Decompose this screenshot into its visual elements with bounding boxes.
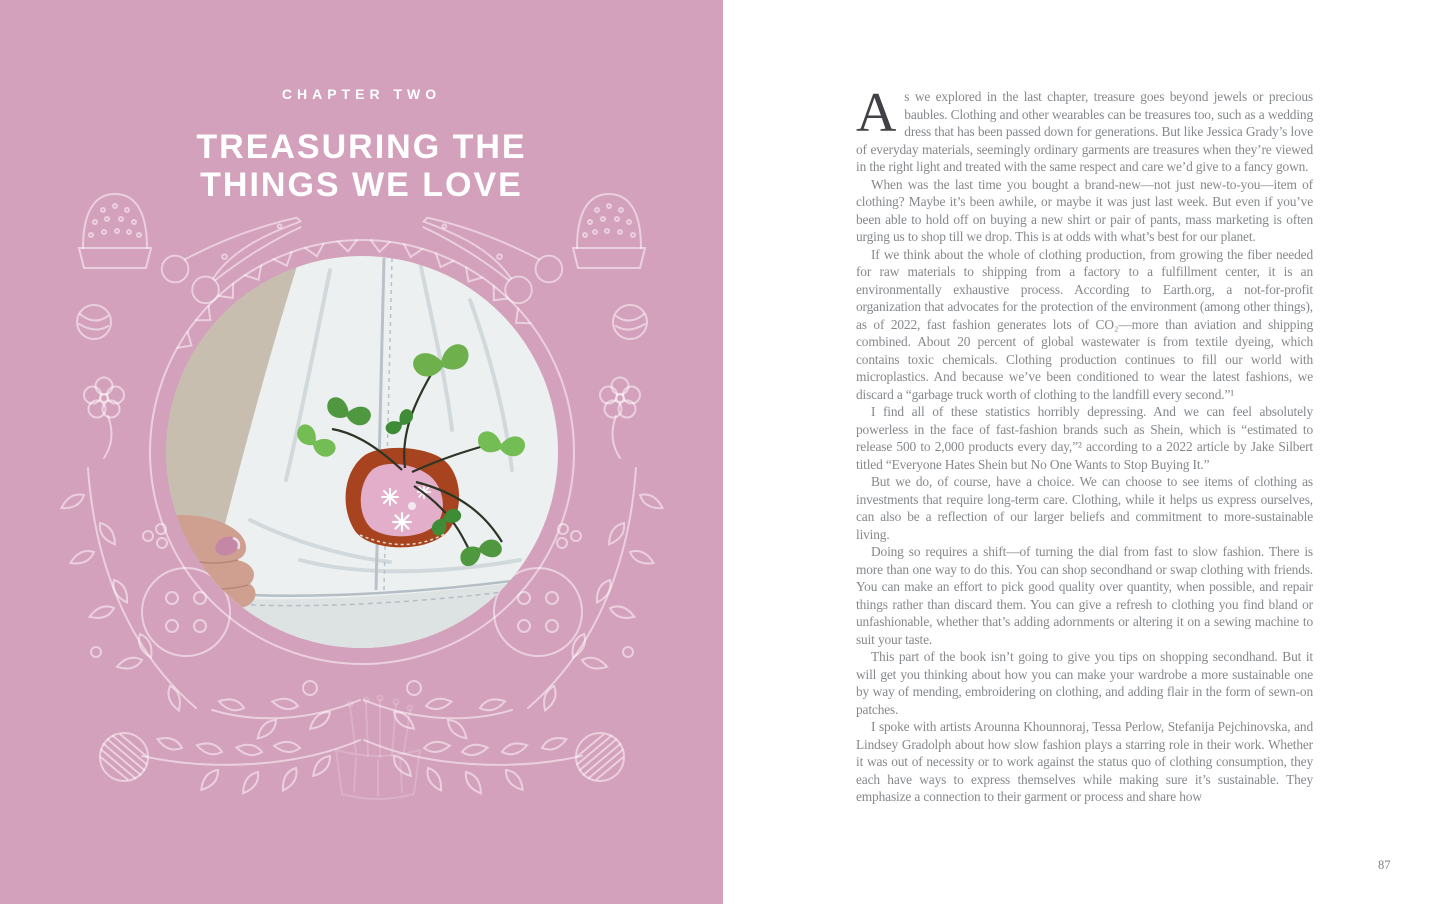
yarn-ball-icon xyxy=(77,305,111,339)
body-text-page xyxy=(723,0,1445,904)
page-number: 87 xyxy=(1378,858,1391,872)
drop-cap: A xyxy=(856,82,897,144)
flower-icon xyxy=(84,378,124,459)
body-paragraph-8: I spoke with artists Arounna Khounnoraj, Tessa Perlow, Stefanija Pejchinovska, and Lindsey Gradolph about how slow fashion plays a starring role in their work. Whether it was out of necessity or to work against the status quo of clothing consumption, they each have ways to express themselves while making sure it’s sustainable. They emphasize a connection to their garment or process and share how xyxy=(856,719,1313,804)
laurel-garland-icon xyxy=(142,696,360,796)
body-paragraph-7: This part of the book isn’t going to give you tips on shopping secondhand. But it will get you thinking about how you can make your wardrobe a more sustainable one by way of mending, embroidering on clothing, and adding flair in the form of sewn-on patches. xyxy=(856,649,1313,717)
chapter-title xyxy=(0,128,723,204)
chapter-kicker: CHAPTER TWO xyxy=(281,86,442,102)
chapter-title-line2: THINGS WE LOVE xyxy=(200,166,523,204)
body-paragraph-3: If we think about the whole of clothing production, from growing the fiber needed for raw materials to shipping from a factory to a fulfillment center, it is an environmentally exhaustive process. According to Earth.org, a not-for-profit organization that advocates for the protection of the environment (among other things), as of 2022, fast fashion generates lots of CO₂—more than aviation and shipping combined. About 20 percent of global wastewater is from textile dyeing, which contains toxic chemicals. Clothing production continues to fill our world with microplastics. And because we’ve been conditioned to wear the latest fashions, we discard a “garbage truck worth of clothing to the landfill every second.”¹ xyxy=(856,246,1313,402)
embroidered-denim-photo xyxy=(160,250,564,654)
chapter-title-line1: TREASURING THE xyxy=(196,128,527,166)
body-paragraph-4: I find all of these statistics horribly depressing. And we can feel absolutely powerless in the face of fast-fashion brands such as Shein, which is “estimated to release 500 to 2,000 products every day,”² according to a 2022 article by Jake Silbert titled “Everyone Hates Shein but No One Wants to Stop Buying It.” xyxy=(856,404,1313,472)
body-text-column xyxy=(856,82,1313,806)
body-paragraph-5: But we do, of course, have a choice. We can choose to see items of clothing as investments that require long-term care. Clothing, while it helps us express ourselves, can also be a reflection of our larger beliefs and commitment to more-sustainable living. xyxy=(856,474,1313,542)
body-paragraph-1: As we explored in the last chapter, treasure goes beyond jewels or precious baubles. Clothing and other wearables can be treasures too, such as a wedding dress that has been passed down for generations. But like Jessica Grady’s love of everyday materials, seemingly ordinary garments are treasures when they’re viewed in the right light and treated with the same respect and care we’d give to a fancy gown. xyxy=(856,82,1313,174)
thimble-icon xyxy=(79,194,151,268)
pincushion-icon xyxy=(336,696,420,800)
body-paragraph-2: When was the last time you bought a brand-new—not just new-to-you—item of clothing? Maybe it’s been awhile, or maybe it was just last week. But even if you’ve been able to hold off on buying a new shirt or pair of pants, mass marketing is often urging us to shop till we drop. This is at odds with what’s best for our planet. xyxy=(856,176,1313,244)
body-paragraph-6: Doing so requires a shift—of turning the dial from fast to slow fashion. There is more than one way to do this. You can shop secondhand or swap clothing with friends. You can make an effort to pick good quality over quantity, when possible, and repair things rather than discard them. You can give a refresh to clothing you find bland or unfashionable, whether that’s adding adornments or altering it on a sewing machine to suit your taste. xyxy=(856,544,1313,647)
